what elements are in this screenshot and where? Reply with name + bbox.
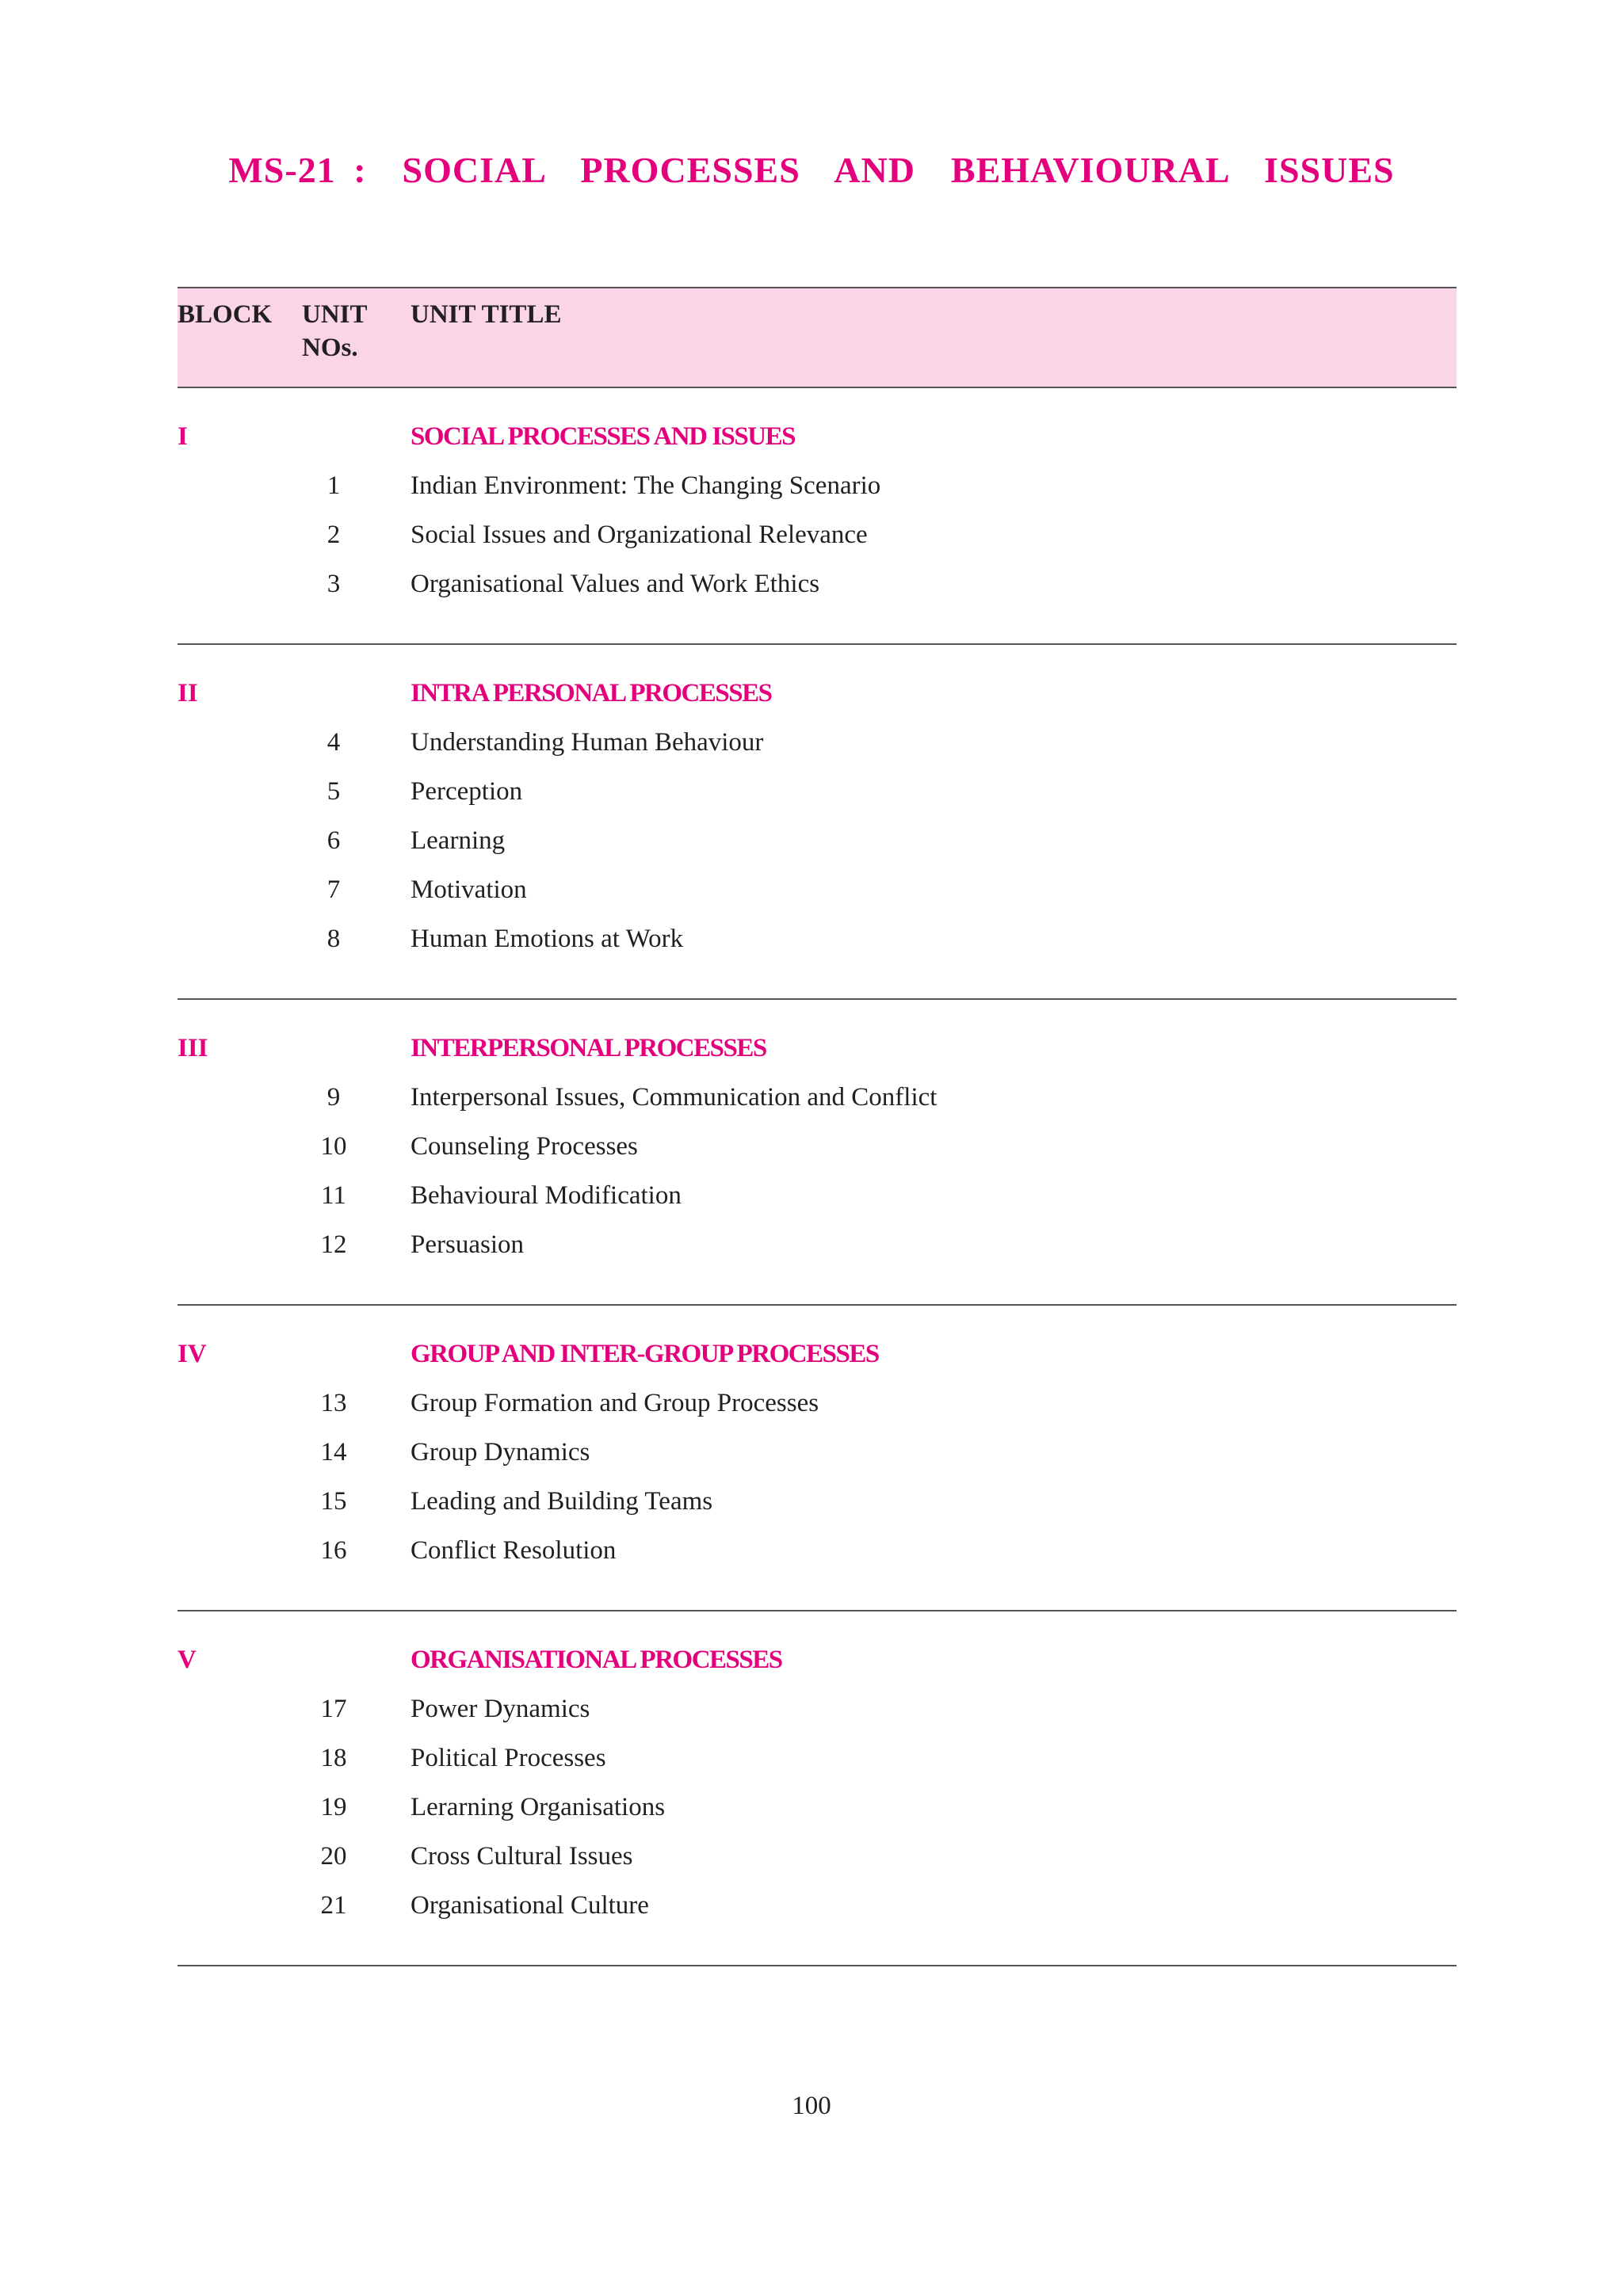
unit-row	[178, 1122, 1457, 1171]
unit-title: Learning	[411, 826, 506, 855]
unit-row	[178, 718, 1457, 767]
unit-number: 15	[320, 1487, 347, 1516]
unit-row	[178, 1477, 1457, 1526]
unit-row	[178, 1073, 1457, 1122]
blocks-container	[178, 388, 1457, 1966]
unit-title: Lerarning Organisations	[411, 1793, 666, 1821]
block-section	[178, 388, 1457, 645]
block-section	[178, 1611, 1457, 1966]
unit-title: Behavioural Modification	[411, 1181, 682, 1210]
page-number: 100	[792, 2092, 831, 2120]
block-row	[178, 412, 1457, 461]
unit-row	[178, 865, 1457, 914]
unit-number: 17	[320, 1695, 347, 1723]
unit-row	[178, 1733, 1457, 1783]
unit-number: 11	[321, 1181, 346, 1210]
unit-row	[178, 1220, 1457, 1269]
unit-number: 20	[320, 1842, 347, 1871]
table-header	[178, 287, 1457, 388]
block-section	[178, 1000, 1457, 1306]
unit-title: Social Issues and Organizational Relevance	[411, 521, 868, 549]
unit-number: 10	[320, 1132, 347, 1161]
unit-row	[178, 1783, 1457, 1832]
unit-row	[178, 1379, 1457, 1428]
block-number: V	[178, 1646, 197, 1674]
unit-title: Political Processes	[411, 1744, 606, 1772]
unit-number: 6	[327, 826, 341, 855]
unit-number: 1	[327, 471, 341, 500]
block-number: IV	[178, 1340, 207, 1368]
unit-title: Organisational Culture	[411, 1891, 649, 1920]
unit-title: Persuasion	[411, 1230, 524, 1259]
unit-title: Understanding Human Behaviour	[411, 728, 764, 757]
header-unit-nos	[302, 298, 397, 364]
unit-row	[178, 914, 1457, 963]
block-number: I	[178, 422, 188, 451]
unit-title: Indian Environment: The Changing Scenario	[411, 471, 881, 500]
unit-title: Cross Cultural Issues	[411, 1842, 633, 1871]
unit-row	[178, 461, 1457, 510]
unit-title: Interpersonal Issues, Communication and Conflict	[411, 1083, 938, 1112]
header-unit-line2: NOs.	[302, 334, 358, 362]
block-number: III	[178, 1034, 208, 1062]
unit-row	[178, 1684, 1457, 1733]
block-row	[178, 1635, 1457, 1684]
unit-row	[178, 1428, 1457, 1477]
unit-title: Organisational Values and Work Ethics	[411, 570, 820, 598]
block-number: II	[178, 679, 198, 707]
unit-row	[178, 1526, 1457, 1575]
unit-title: Perception	[411, 777, 523, 806]
block-row	[178, 1329, 1457, 1379]
header-unit-title: UNIT TITLE	[411, 300, 562, 329]
unit-number: 19	[320, 1793, 347, 1821]
page-title: MS-21 : SOCIAL PROCESSES AND BEHAVIOURAL ISSUES	[228, 150, 1395, 190]
header-unit-line1: UNIT	[302, 300, 368, 329]
unit-title: Leading and Building Teams	[411, 1487, 713, 1516]
unit-row	[178, 559, 1457, 608]
unit-row	[178, 510, 1457, 559]
unit-row	[178, 816, 1457, 865]
unit-title: Group Dynamics	[411, 1438, 590, 1466]
unit-title: Group Formation and Group Processes	[411, 1389, 819, 1417]
unit-title: Power Dynamics	[411, 1695, 590, 1723]
block-title: ORGANISATIONAL PROCESSES	[411, 1646, 782, 1674]
unit-row	[178, 1171, 1457, 1220]
course-units-table	[178, 287, 1457, 1966]
unit-number: 7	[327, 875, 341, 904]
block-row	[178, 1024, 1457, 1073]
unit-row	[178, 767, 1457, 816]
unit-title: Counseling Processes	[411, 1132, 638, 1161]
block-title: SOCIAL PROCESSES AND ISSUES	[411, 422, 795, 451]
unit-number: 9	[327, 1083, 341, 1112]
unit-title: Motivation	[411, 875, 527, 904]
unit-number: 14	[320, 1438, 347, 1466]
unit-number: 12	[320, 1230, 347, 1259]
unit-number: 16	[320, 1536, 347, 1565]
unit-title: Human Emotions at Work	[411, 925, 684, 953]
unit-number: 2	[327, 521, 341, 549]
unit-row	[178, 1832, 1457, 1881]
block-row	[178, 669, 1457, 718]
unit-number: 4	[327, 728, 341, 757]
block-section	[178, 1306, 1457, 1611]
unit-number: 21	[320, 1891, 347, 1920]
unit-number: 5	[327, 777, 341, 806]
header-block: BLOCK	[178, 300, 273, 329]
unit-number: 8	[327, 925, 341, 953]
unit-row	[178, 1881, 1457, 1930]
unit-number: 18	[320, 1744, 347, 1772]
unit-number: 13	[320, 1389, 347, 1417]
unit-number: 3	[327, 570, 341, 598]
block-title: INTRA PERSONAL PROCESSES	[411, 679, 772, 707]
unit-title: Conflict Resolution	[411, 1536, 617, 1565]
block-section	[178, 645, 1457, 1000]
block-title: GROUP AND INTER-GROUP PROCESSES	[411, 1340, 879, 1368]
block-title: INTERPERSONAL PROCESSES	[411, 1034, 766, 1062]
